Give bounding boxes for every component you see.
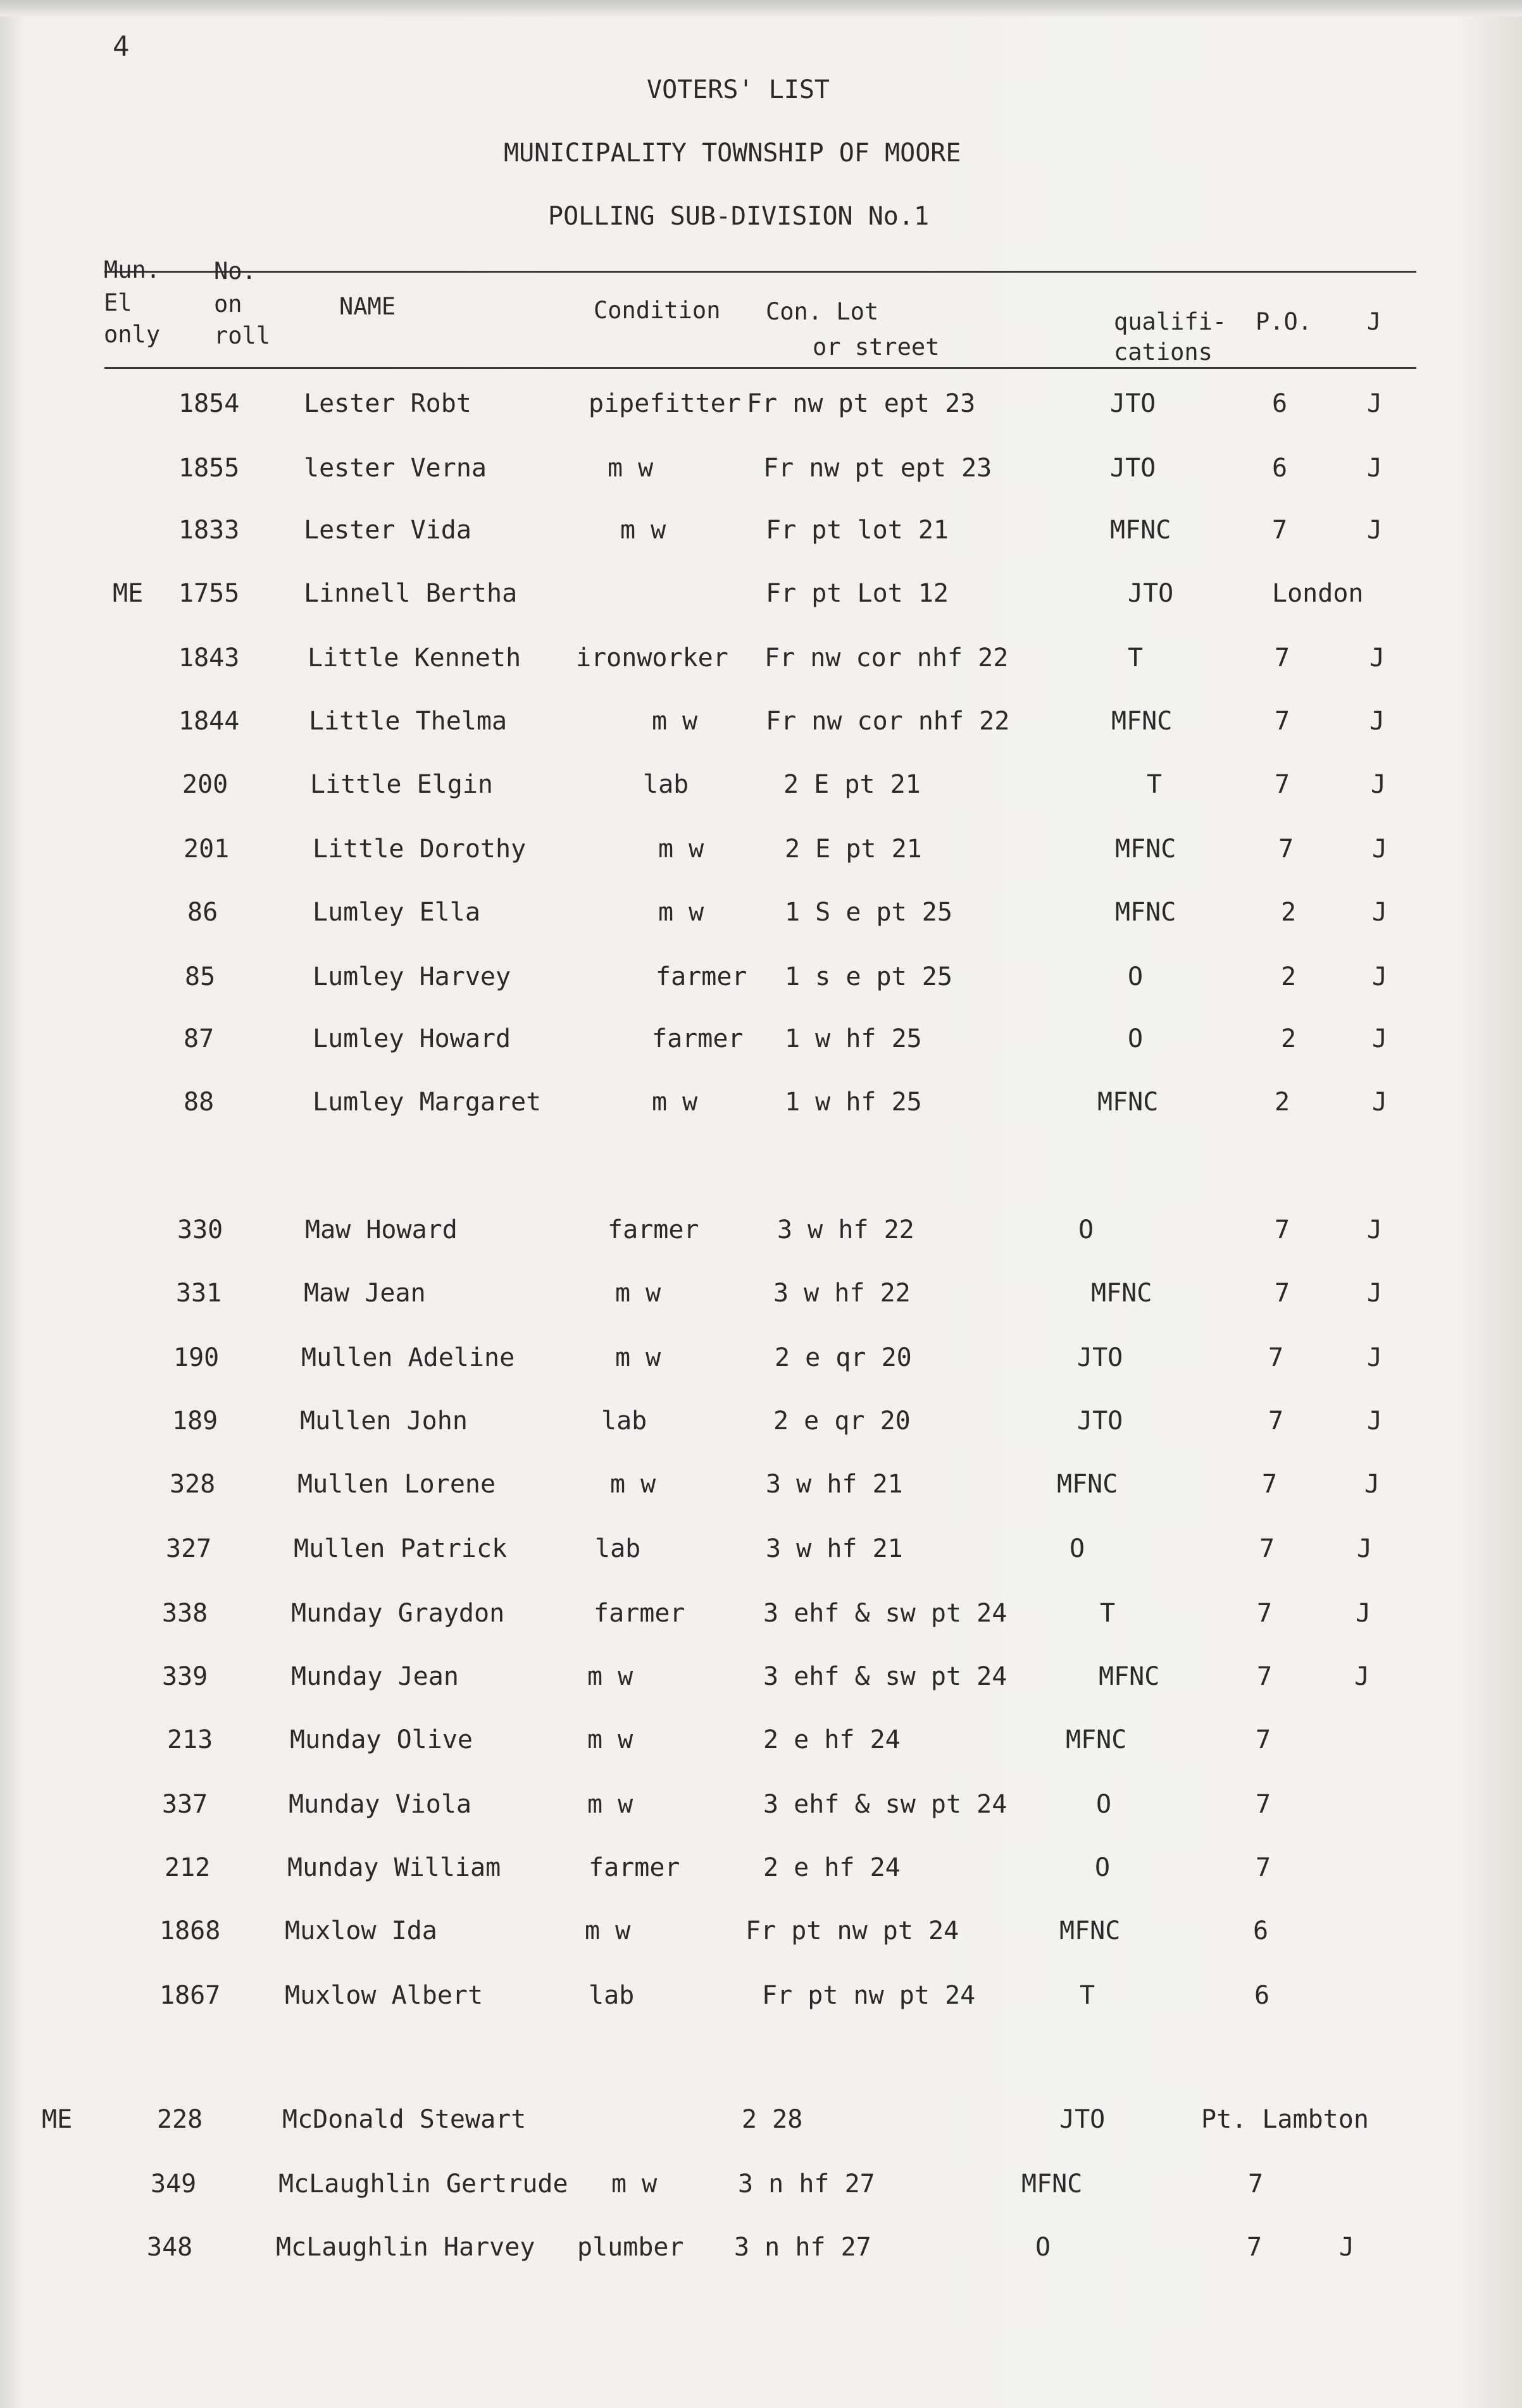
j-cell: J xyxy=(1372,835,1388,864)
voter-name-cell: Lumley Howard xyxy=(313,1024,511,1053)
qualifications-cell: T xyxy=(1147,770,1163,799)
roll-number-cell: 1854 xyxy=(178,389,240,418)
voter-name-cell: Munday Graydon xyxy=(291,1599,505,1628)
condition-cell: m w xyxy=(652,707,698,736)
post-office-cell: 2 xyxy=(1281,898,1297,927)
roll-number-cell: 88 xyxy=(184,1088,215,1117)
page-number: 4 xyxy=(113,30,130,63)
header-bottom-rule xyxy=(104,367,1416,369)
con-lot-cell: 1 s e pt 25 xyxy=(785,962,952,991)
con-lot-cell: 1 S e pt 25 xyxy=(785,898,952,927)
table-row xyxy=(0,1089,1522,1134)
table-row xyxy=(0,709,1522,753)
roll-number-cell: 328 xyxy=(170,1470,216,1499)
post-office-cell: 6 xyxy=(1254,1981,1270,2010)
con-lot-cell: 3 w hf 21 xyxy=(766,1470,903,1499)
col-qualifications-line2: cations xyxy=(1114,338,1213,366)
condition-cell: ironworker xyxy=(576,643,728,673)
table-row xyxy=(0,645,1522,690)
voter-name-cell: Lester Robt xyxy=(304,389,471,418)
table-row xyxy=(0,1217,1522,1262)
col-po: P.O. xyxy=(1256,308,1313,335)
j-cell: J xyxy=(1371,770,1387,799)
condition-cell: m w xyxy=(587,1790,633,1819)
polling-subdivision: POLLING SUB-DIVISION No.1 xyxy=(548,202,930,231)
j-cell: J xyxy=(1367,1343,1383,1372)
roll-number-cell: 330 xyxy=(177,1215,223,1244)
condition-cell: m w xyxy=(608,454,654,483)
condition-cell: farmer xyxy=(656,962,747,991)
con-lot-cell: Fr nw pt ept 23 xyxy=(747,389,976,418)
voter-name-cell: lester Verna xyxy=(304,454,487,483)
j-cell: J xyxy=(1369,707,1385,736)
voter-name-cell: Mullen John xyxy=(300,1406,468,1436)
con-lot-cell: 2 e hf 24 xyxy=(763,1725,901,1754)
table-row xyxy=(0,391,1522,435)
j-cell: J xyxy=(1372,898,1388,927)
post-office-cell: 7 xyxy=(1257,1662,1273,1691)
mun-el-only-cell: ME xyxy=(42,2105,73,2134)
j-cell: J xyxy=(1369,643,1385,673)
table-row xyxy=(0,1472,1522,1516)
qualifications-cell: T xyxy=(1100,1599,1116,1628)
con-lot-cell: 2 28 xyxy=(742,2105,803,2134)
roll-number-cell: 200 xyxy=(182,770,228,799)
qualifications-cell: MFNC xyxy=(1059,1916,1121,1946)
qualifications-cell: JTO xyxy=(1110,389,1156,418)
qualifications-cell: MFNC xyxy=(1110,516,1171,545)
qualifications-cell: MFNC xyxy=(1111,707,1173,736)
roll-number-cell: 327 xyxy=(166,1534,212,1563)
qualifications-cell: MFNC xyxy=(1097,1088,1159,1117)
post-office-cell: 7 xyxy=(1256,1853,1271,1882)
condition-cell: m w xyxy=(615,1343,661,1372)
condition-cell: m w xyxy=(587,1662,633,1691)
table-row xyxy=(0,1664,1522,1708)
table-row xyxy=(0,2171,1522,2216)
page-top-edge xyxy=(0,0,1522,16)
roll-number-cell: 85 xyxy=(185,962,216,991)
roll-number-cell: 348 xyxy=(147,2233,193,2262)
voter-name-cell: Lester Vida xyxy=(304,516,471,545)
qualifications-cell: JTO xyxy=(1110,454,1156,483)
condition-cell: m w xyxy=(615,1279,661,1308)
qualifications-cell: MFNC xyxy=(1057,1470,1118,1499)
con-lot-cell: Fr nw cor nhf 22 xyxy=(766,707,1010,736)
post-office-cell: 7 xyxy=(1275,770,1290,799)
j-cell: J xyxy=(1367,1215,1383,1244)
qualifications-cell: T xyxy=(1128,643,1144,673)
condition-cell: farmer xyxy=(589,1853,680,1882)
con-lot-cell: 2 e qr 20 xyxy=(773,1406,911,1436)
table-row xyxy=(0,900,1522,944)
qualifications-cell: O xyxy=(1128,1024,1144,1053)
voter-name-cell: Mullen Adeline xyxy=(301,1343,515,1372)
post-office-cell: Pt. Lambton xyxy=(1201,2105,1369,2134)
col-con-lot-line2: or street xyxy=(813,333,940,361)
roll-number-cell: 1868 xyxy=(159,1916,221,1946)
post-office-cell: 7 xyxy=(1278,835,1294,864)
page-title: VOTERS' LIST xyxy=(647,75,830,104)
post-office-cell: 7 xyxy=(1262,1470,1278,1499)
con-lot-cell: 3 w hf 21 xyxy=(766,1534,903,1563)
table-row xyxy=(0,2235,1522,2279)
con-lot-cell: 3 ehf & sw pt 24 xyxy=(763,1790,1007,1819)
voter-name-cell: Munday Jean xyxy=(291,1662,459,1691)
qualifications-cell: JTO xyxy=(1059,2105,1106,2134)
roll-number-cell: 339 xyxy=(162,1662,208,1691)
post-office-cell: 7 xyxy=(1268,1343,1284,1372)
roll-number-cell: 349 xyxy=(151,2169,197,2199)
roll-number-cell: 331 xyxy=(176,1279,222,1308)
col-mun-line3: only xyxy=(104,321,161,348)
post-office-cell: 2 xyxy=(1275,1088,1290,1117)
post-office-cell: 7 xyxy=(1275,707,1290,736)
qualifications-cell: MFNC xyxy=(1091,1279,1152,1308)
con-lot-cell: 1 w hf 25 xyxy=(785,1024,922,1053)
con-lot-cell: 3 n hf 27 xyxy=(734,2233,871,2262)
roll-number-cell: 86 xyxy=(187,898,218,927)
table-row xyxy=(0,772,1522,816)
j-cell: J xyxy=(1354,1662,1370,1691)
con-lot-cell: 2 e qr 20 xyxy=(775,1343,912,1372)
qualifications-cell: JTO xyxy=(1077,1343,1123,1372)
con-lot-cell: 2 E pt 21 xyxy=(785,835,922,864)
col-j: J xyxy=(1367,308,1382,335)
qualifications-cell: O xyxy=(1096,1790,1112,1819)
table-row xyxy=(0,1918,1522,1963)
post-office-cell: 7 xyxy=(1257,1599,1273,1628)
con-lot-cell: 3 ehf & sw pt 24 xyxy=(763,1599,1007,1628)
con-lot-cell: Fr pt nw pt 24 xyxy=(762,1981,976,2010)
table-row xyxy=(0,456,1522,500)
roll-number-cell: 338 xyxy=(162,1599,208,1628)
qualifications-cell: MFNC xyxy=(1066,1725,1127,1754)
post-office-cell: London xyxy=(1272,579,1364,608)
j-cell: J xyxy=(1367,454,1383,483)
roll-number-cell: 190 xyxy=(173,1343,220,1372)
col-no-line2: on xyxy=(214,290,242,318)
voter-name-cell: McLaughlin Gertrude xyxy=(278,2169,568,2199)
con-lot-cell: 3 w hf 22 xyxy=(773,1279,911,1308)
qualifications-cell: MFNC xyxy=(1021,2169,1083,2199)
qualifications-cell: T xyxy=(1080,1981,1095,2010)
table-row xyxy=(0,1408,1522,1453)
post-office-cell: 7 xyxy=(1259,1534,1275,1563)
table-row xyxy=(0,2107,1522,2151)
table-row xyxy=(0,1792,1522,1836)
condition-cell: m w xyxy=(585,1916,631,1946)
qualifications-cell: MFNC xyxy=(1115,898,1176,927)
qualifications-cell: O xyxy=(1078,1215,1094,1244)
voter-name-cell: Muxlow Ida xyxy=(285,1916,437,1946)
qualifications-cell: JTO xyxy=(1128,579,1174,608)
roll-number-cell: 1833 xyxy=(178,516,240,545)
condition-cell: lab xyxy=(595,1534,641,1563)
table-row xyxy=(0,1983,1522,2027)
post-office-cell: 7 xyxy=(1275,643,1290,673)
qualifications-cell: O xyxy=(1035,2233,1051,2262)
roll-number-cell: 1867 xyxy=(159,1981,221,2010)
qualifications-cell: MFNC xyxy=(1115,835,1176,864)
mun-el-only-cell: ME xyxy=(113,579,144,608)
voter-name-cell: Little Kenneth xyxy=(308,643,521,673)
qualifications-cell: O xyxy=(1095,1853,1111,1882)
j-cell: J xyxy=(1364,1470,1380,1499)
roll-number-cell: 1844 xyxy=(178,707,240,736)
con-lot-cell: Fr pt lot 21 xyxy=(766,516,949,545)
post-office-cell: 7 xyxy=(1272,516,1288,545)
post-office-cell: 6 xyxy=(1253,1916,1269,1946)
j-cell: J xyxy=(1367,389,1383,418)
con-lot-cell: 1 w hf 25 xyxy=(785,1088,922,1117)
condition-cell: farmer xyxy=(652,1024,744,1053)
condition-cell: plumber xyxy=(577,2233,684,2262)
j-cell: J xyxy=(1367,1406,1383,1436)
roll-number-cell: 212 xyxy=(165,1853,211,1882)
roll-number-cell: 1755 xyxy=(178,579,240,608)
voter-name-cell: Little Dorothy xyxy=(313,835,527,864)
roll-number-cell: 1843 xyxy=(178,643,240,673)
col-name: NAME xyxy=(339,293,396,320)
condition-cell: m w xyxy=(658,835,704,864)
post-office-cell: 7 xyxy=(1275,1279,1290,1308)
post-office-cell: 7 xyxy=(1248,2169,1264,2199)
condition-cell: m w xyxy=(610,1470,656,1499)
post-office-cell: 7 xyxy=(1275,1215,1290,1244)
voter-name-cell: Muxlow Albert xyxy=(285,1981,483,2010)
voter-name-cell: Little Elgin xyxy=(310,770,493,799)
roll-number-cell: 1855 xyxy=(178,454,240,483)
j-cell: J xyxy=(1372,1024,1388,1053)
condition-cell: m w xyxy=(652,1088,698,1117)
qualifications-cell: O xyxy=(1070,1534,1085,1563)
table-row xyxy=(0,1727,1522,1772)
table-row xyxy=(0,836,1522,881)
j-cell: J xyxy=(1372,962,1388,991)
roll-number-cell: 189 xyxy=(172,1406,218,1436)
col-no-line1: No. xyxy=(214,258,256,285)
j-cell: J xyxy=(1339,2233,1355,2262)
voter-name-cell: McDonald Stewart xyxy=(282,2105,527,2134)
table-row xyxy=(0,1536,1522,1580)
condition-cell: m w xyxy=(620,516,666,545)
roll-number-cell: 201 xyxy=(184,835,230,864)
voter-name-cell: Linnell Bertha xyxy=(304,579,518,608)
voter-name-cell: Mullen Lorene xyxy=(297,1470,496,1499)
col-no-line3: roll xyxy=(214,322,271,349)
voter-name-cell: McLaughlin Harvey xyxy=(276,2233,535,2262)
con-lot-cell: 3 ehf & sw pt 24 xyxy=(763,1662,1007,1691)
header-top-rule xyxy=(104,271,1416,273)
con-lot-cell: Fr nw pt ept 23 xyxy=(763,454,992,483)
condition-cell: farmer xyxy=(608,1215,699,1244)
col-mun-line1: Mun. xyxy=(104,256,161,283)
con-lot-cell: Fr pt Lot 12 xyxy=(766,579,949,608)
post-office-cell: 2 xyxy=(1281,1024,1297,1053)
con-lot-cell: 3 w hf 22 xyxy=(777,1215,914,1244)
page-subtitle: MUNICIPALITY TOWNSHIP OF MOORE xyxy=(504,139,961,168)
condition-cell: m w xyxy=(658,898,704,927)
condition-cell: m w xyxy=(587,1725,633,1754)
table-row xyxy=(0,964,1522,1009)
con-lot-cell: 2 E pt 21 xyxy=(783,770,921,799)
voter-name-cell: Lumley Ella xyxy=(313,898,480,927)
voter-name-cell: Munday William xyxy=(287,1853,501,1882)
qualifications-cell: MFNC xyxy=(1099,1662,1160,1691)
voter-name-cell: Maw Jean xyxy=(304,1279,426,1308)
post-office-cell: 7 xyxy=(1256,1790,1271,1819)
col-qualifications-line1: qualifi- xyxy=(1114,308,1227,335)
table-row xyxy=(0,1281,1522,1325)
table-row xyxy=(0,518,1522,562)
voter-name-cell: Munday Viola xyxy=(289,1790,471,1819)
qualifications-cell: JTO xyxy=(1077,1406,1123,1436)
post-office-cell: 2 xyxy=(1281,962,1297,991)
con-lot-cell: Fr nw cor nhf 22 xyxy=(764,643,1009,673)
condition-cell: lab xyxy=(601,1406,647,1436)
col-condition: Condition xyxy=(594,297,721,324)
con-lot-cell: 2 e hf 24 xyxy=(763,1853,901,1882)
table-row xyxy=(0,1601,1522,1645)
post-office-cell: 6 xyxy=(1272,454,1288,483)
roll-number-cell: 87 xyxy=(184,1024,215,1053)
j-cell: J xyxy=(1356,1599,1371,1628)
voter-name-cell: Lumley Harvey xyxy=(313,962,511,991)
j-cell: J xyxy=(1357,1534,1373,1563)
roll-number-cell: 228 xyxy=(157,2105,203,2134)
con-lot-cell: 3 n hf 27 xyxy=(738,2169,875,2199)
condition-cell: farmer xyxy=(594,1599,685,1628)
condition-cell: m w xyxy=(611,2169,658,2199)
condition-cell: lab xyxy=(643,770,689,799)
table-row xyxy=(0,1345,1522,1389)
col-mun-line2: El xyxy=(104,289,132,316)
j-cell: J xyxy=(1367,1279,1383,1308)
voter-name-cell: Mullen Patrick xyxy=(294,1534,508,1563)
condition-cell: pipefitter xyxy=(589,389,741,418)
voter-name-cell: Maw Howard xyxy=(305,1215,458,1244)
qualifications-cell: O xyxy=(1128,962,1144,991)
voter-name-cell: Little Thelma xyxy=(309,707,508,736)
post-office-cell: 7 xyxy=(1247,2233,1263,2262)
condition-cell: lab xyxy=(589,1981,635,2010)
roll-number-cell: 213 xyxy=(167,1725,213,1754)
con-lot-cell: Fr pt nw pt 24 xyxy=(745,1916,959,1946)
voter-name-cell: Lumley Margaret xyxy=(313,1088,542,1117)
col-con-lot-line1: Con. Lot xyxy=(766,298,879,325)
table-row xyxy=(0,581,1522,625)
voter-name-cell: Munday Olive xyxy=(290,1725,473,1754)
j-cell: J xyxy=(1372,1088,1388,1117)
table-row xyxy=(0,1026,1522,1071)
j-cell: J xyxy=(1367,516,1383,545)
table-row xyxy=(0,1855,1522,1899)
roll-number-cell: 337 xyxy=(162,1790,208,1819)
post-office-cell: 7 xyxy=(1256,1725,1271,1754)
post-office-cell: 7 xyxy=(1268,1406,1284,1436)
post-office-cell: 6 xyxy=(1272,389,1288,418)
